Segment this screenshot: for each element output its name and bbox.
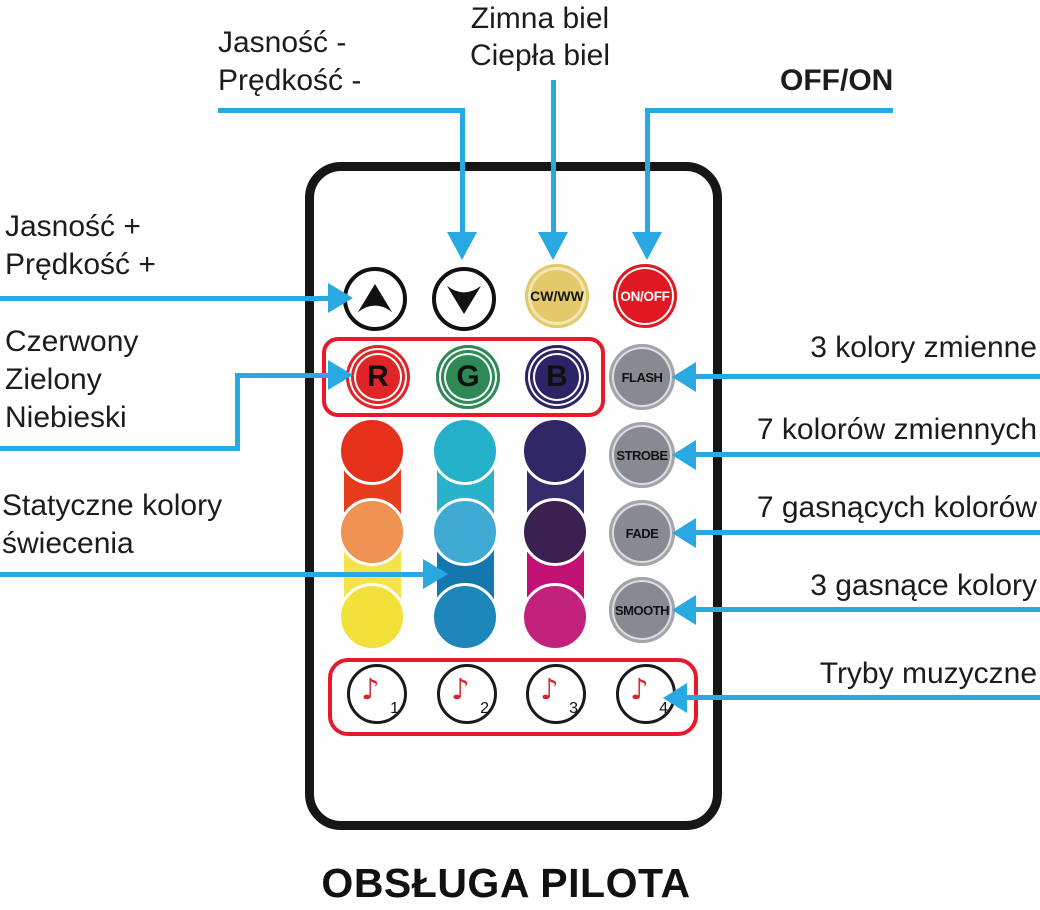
connector-static-colors-line — [0, 572, 423, 577]
music-button-number: 4 — [659, 700, 668, 717]
strobe-button-label: STROBE — [616, 447, 668, 463]
music-note-icon: ♪ — [630, 672, 649, 706]
arrowhead-left-icon — [672, 440, 696, 470]
connector-dimmer-minus-line — [218, 108, 465, 113]
music-button-2[interactable] — [437, 664, 497, 724]
arrowhead-left-icon — [672, 362, 696, 392]
swatch-blue-button[interactable] — [431, 583, 499, 651]
callout-rgb-label: Czerwony Zielony Niebieski — [5, 325, 139, 434]
music-button-number: 2 — [480, 700, 489, 717]
arrowhead-left-icon — [672, 518, 696, 548]
fade-button[interactable] — [609, 500, 675, 566]
callout-fade-label: 7 gasnących kolorów — [756, 491, 1037, 524]
music-note-icon: ♪ — [451, 672, 470, 706]
connector-dimmer-plus-line — [0, 296, 328, 301]
connector-flash-line — [696, 374, 1040, 379]
callout-flash-label: 3 kolory zmienne — [810, 331, 1037, 364]
connector-strobe-line — [696, 452, 1040, 457]
cw-ww-button-label: CW/WW — [530, 288, 584, 304]
green-button-label: G — [456, 360, 480, 393]
swatch-red-button[interactable] — [338, 417, 406, 485]
connector-music-line — [687, 695, 1040, 700]
chevron-down-icon — [441, 277, 487, 321]
music-note-icon: ♪ — [540, 672, 559, 706]
connector-dimmer-minus-line — [460, 108, 465, 232]
swatch-darkpurple-button[interactable] — [521, 498, 589, 566]
flash-button[interactable] — [609, 344, 675, 410]
music-note-icon: ♪ — [361, 672, 380, 706]
red-button[interactable] — [346, 345, 410, 409]
swatch-orange-button[interactable] — [338, 498, 406, 566]
red-button-label: R — [367, 360, 389, 393]
blue-button-label: B — [546, 360, 568, 393]
flash-button-label: FLASH — [621, 369, 663, 385]
page-title: OBSŁUGA PILOTA — [321, 860, 691, 906]
arrowhead-down-icon — [447, 232, 477, 260]
green-button[interactable] — [436, 345, 500, 409]
connector-rgb-line — [235, 373, 328, 378]
fade-button-label: FADE — [625, 525, 659, 541]
arrowhead-right-icon — [423, 559, 448, 589]
music-button-3[interactable] — [526, 664, 586, 724]
on-off-button[interactable] — [613, 264, 677, 328]
connector-rgb-line — [235, 373, 240, 451]
swatch-navy-button[interactable] — [521, 417, 589, 485]
dimmer-down-button[interactable] — [432, 267, 496, 331]
callout-dimmer-plus-label: Jasność + Prędkość + — [5, 210, 156, 281]
blue-button[interactable] — [525, 345, 589, 409]
callout-smooth-label: 3 gasnące kolory — [810, 569, 1037, 602]
arrowhead-down-icon — [538, 232, 568, 260]
callout-strobe-label: 7 kolorów zmiennych — [756, 413, 1037, 446]
callout-white-label: Zimna biel Ciepła biel — [469, 2, 611, 72]
callout-music-label: Tryby muzyczne — [819, 657, 1037, 690]
connector-fade-line — [696, 530, 1040, 535]
callout-offon-label: OFF/ON — [780, 64, 894, 97]
swatch-skyblue-button[interactable] — [431, 498, 499, 566]
arrowhead-right-icon — [328, 283, 353, 313]
swatch-magenta-button[interactable] — [521, 583, 589, 651]
swatch-teal-button[interactable] — [431, 417, 499, 485]
music-button-1[interactable] — [347, 664, 407, 724]
cw-ww-button[interactable] — [525, 264, 589, 328]
music-button-number: 3 — [569, 700, 578, 717]
arrowhead-down-icon — [632, 232, 662, 260]
music-button-number: 1 — [390, 700, 399, 717]
strobe-button[interactable] — [609, 422, 675, 488]
callout-dimmer-minus-label: Jasność - Prędkość - — [218, 26, 362, 97]
smooth-button[interactable] — [609, 577, 675, 643]
arrowhead-right-icon — [328, 360, 353, 390]
smooth-button-label: SMOOTH — [614, 602, 670, 618]
connector-rgb-line — [0, 446, 240, 451]
connector-smooth-line — [696, 607, 1040, 612]
on-off-button-label: ON/OFF — [620, 288, 670, 304]
callout-static-colors-label: Statyczne kolory świecenia — [2, 489, 223, 560]
connector-offon-line — [645, 108, 893, 113]
arrowhead-left-icon — [672, 595, 696, 625]
connector-offon-line — [645, 108, 650, 232]
arrowhead-left-icon — [663, 683, 687, 713]
chevron-up-icon — [352, 277, 398, 321]
swatch-yellow-button[interactable] — [338, 583, 406, 651]
connector-white-line — [551, 80, 556, 232]
